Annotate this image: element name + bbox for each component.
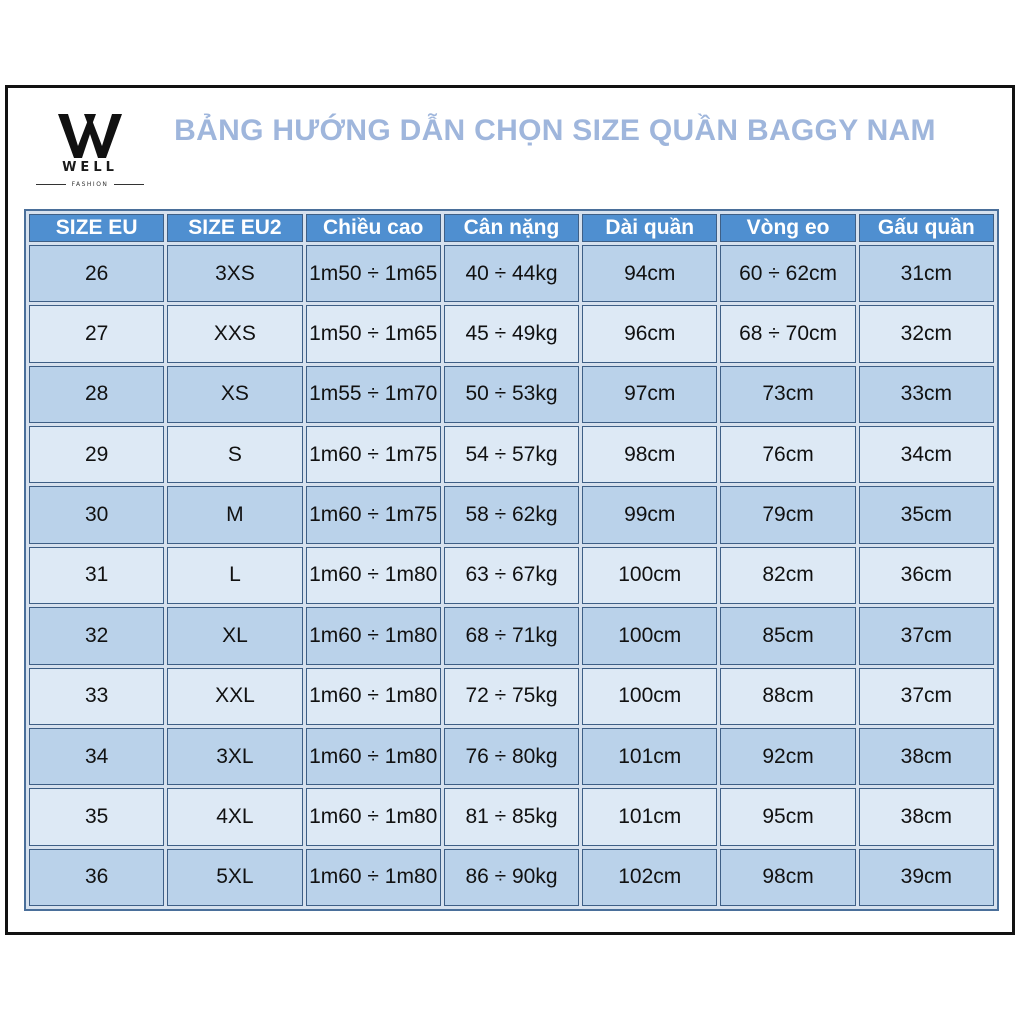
table-cell: 36 [29, 849, 164, 906]
table-cell: 54 ÷ 57kg [444, 426, 579, 483]
table-cell: 38cm [859, 788, 994, 845]
table-cell: 1m60 ÷ 1m80 [306, 849, 441, 906]
table-cell: 100cm [582, 668, 717, 725]
table-row [29, 305, 994, 362]
table-cell: 37cm [859, 607, 994, 664]
table-row [29, 486, 994, 543]
column-header: Chiều cao [306, 214, 441, 242]
size-table [26, 211, 997, 909]
table-row [29, 668, 994, 725]
table-cell: 38cm [859, 728, 994, 785]
table-cell: 1m60 ÷ 1m75 [306, 426, 441, 483]
table-cell: 76 ÷ 80kg [444, 728, 579, 785]
table-cell: 79cm [720, 486, 855, 543]
table-cell: 81 ÷ 85kg [444, 788, 579, 845]
table-header-row [29, 214, 994, 242]
table-cell: 68 ÷ 70cm [720, 305, 855, 362]
table-cell: 102cm [582, 849, 717, 906]
table-cell: 1m60 ÷ 1m80 [306, 788, 441, 845]
table-cell: 100cm [582, 607, 717, 664]
table-cell: 96cm [582, 305, 717, 362]
table-row [29, 366, 994, 423]
size-table-container [24, 209, 999, 911]
table-cell: 73cm [720, 366, 855, 423]
table-cell: 32 [29, 607, 164, 664]
table-cell: XL [167, 607, 302, 664]
table-cell: 101cm [582, 728, 717, 785]
table-cell: 98cm [720, 849, 855, 906]
table-cell: 76cm [720, 426, 855, 483]
table-cell: 39cm [859, 849, 994, 906]
divider-right [114, 184, 144, 185]
divider-left [36, 184, 66, 185]
table-cell: 34 [29, 728, 164, 785]
table-cell: 98cm [582, 426, 717, 483]
table-cell: 72 ÷ 75kg [444, 668, 579, 725]
table-cell: 31cm [859, 245, 994, 302]
table-cell: 82cm [720, 547, 855, 604]
table-cell: 50 ÷ 53kg [444, 366, 579, 423]
table-cell: 63 ÷ 67kg [444, 547, 579, 604]
brand-name: WELL [62, 160, 118, 175]
column-header: SIZE EU2 [167, 214, 302, 242]
table-cell: XS [167, 366, 302, 423]
table-cell: M [167, 486, 302, 543]
table-body [29, 245, 994, 906]
table-cell: 95cm [720, 788, 855, 845]
table-cell: 33cm [859, 366, 994, 423]
w-logo-icon [30, 100, 150, 160]
table-cell: 60 ÷ 62cm [720, 245, 855, 302]
column-header: Cân nặng [444, 214, 579, 242]
table-cell: 5XL [167, 849, 302, 906]
table-cell: 1m50 ÷ 1m65 [306, 245, 441, 302]
table-cell: 1m60 ÷ 1m80 [306, 668, 441, 725]
table-cell: 29 [29, 426, 164, 483]
table-cell: 68 ÷ 71kg [444, 607, 579, 664]
table-cell: 27 [29, 305, 164, 362]
table-row [29, 607, 994, 664]
table-cell: 86 ÷ 90kg [444, 849, 579, 906]
table-cell: S [167, 426, 302, 483]
table-cell: 58 ÷ 62kg [444, 486, 579, 543]
table-cell: 85cm [720, 607, 855, 664]
table-cell: 94cm [582, 245, 717, 302]
table-cell: 33 [29, 668, 164, 725]
table-cell: 1m50 ÷ 1m65 [306, 305, 441, 362]
table-cell: 32cm [859, 305, 994, 362]
table-row [29, 245, 994, 302]
table-cell: 40 ÷ 44kg [444, 245, 579, 302]
table-cell: 31 [29, 547, 164, 604]
table-cell: 100cm [582, 547, 717, 604]
brand-subtitle: FASHION [71, 180, 109, 188]
table-cell: XXL [167, 668, 302, 725]
table-cell: 1m60 ÷ 1m80 [306, 728, 441, 785]
table-cell: 97cm [582, 366, 717, 423]
table-row [29, 547, 994, 604]
table-cell: 45 ÷ 49kg [444, 305, 579, 362]
table-cell: 99cm [582, 486, 717, 543]
table-cell: L [167, 547, 302, 604]
table-cell: 1m55 ÷ 1m70 [306, 366, 441, 423]
table-cell: 26 [29, 245, 164, 302]
table-cell: 36cm [859, 547, 994, 604]
column-header: SIZE EU [29, 214, 164, 242]
table-cell: 101cm [582, 788, 717, 845]
column-header: Gấu quần [859, 214, 994, 242]
brand-subtitle-row [36, 177, 144, 191]
table-row [29, 788, 994, 845]
table-cell: 4XL [167, 788, 302, 845]
table-cell: 88cm [720, 668, 855, 725]
table-cell: 92cm [720, 728, 855, 785]
table-cell: 3XS [167, 245, 302, 302]
table-cell: XXS [167, 305, 302, 362]
table-cell: 28 [29, 366, 164, 423]
table-row [29, 426, 994, 483]
table-cell: 35 [29, 788, 164, 845]
column-header: Vòng eo [720, 214, 855, 242]
page-title: BẢNG HƯỚNG DẪN CHỌN SIZE QUẦN BAGGY NAM [174, 114, 936, 147]
table-row [29, 849, 994, 906]
column-header: Dài quần [582, 214, 717, 242]
table-cell: 35cm [859, 486, 994, 543]
table-cell: 1m60 ÷ 1m80 [306, 547, 441, 604]
table-cell: 3XL [167, 728, 302, 785]
table-cell: 37cm [859, 668, 994, 725]
table-cell: 34cm [859, 426, 994, 483]
table-cell: 1m60 ÷ 1m80 [306, 607, 441, 664]
table-row [29, 728, 994, 785]
table-cell: 30 [29, 486, 164, 543]
table-cell: 1m60 ÷ 1m75 [306, 486, 441, 543]
